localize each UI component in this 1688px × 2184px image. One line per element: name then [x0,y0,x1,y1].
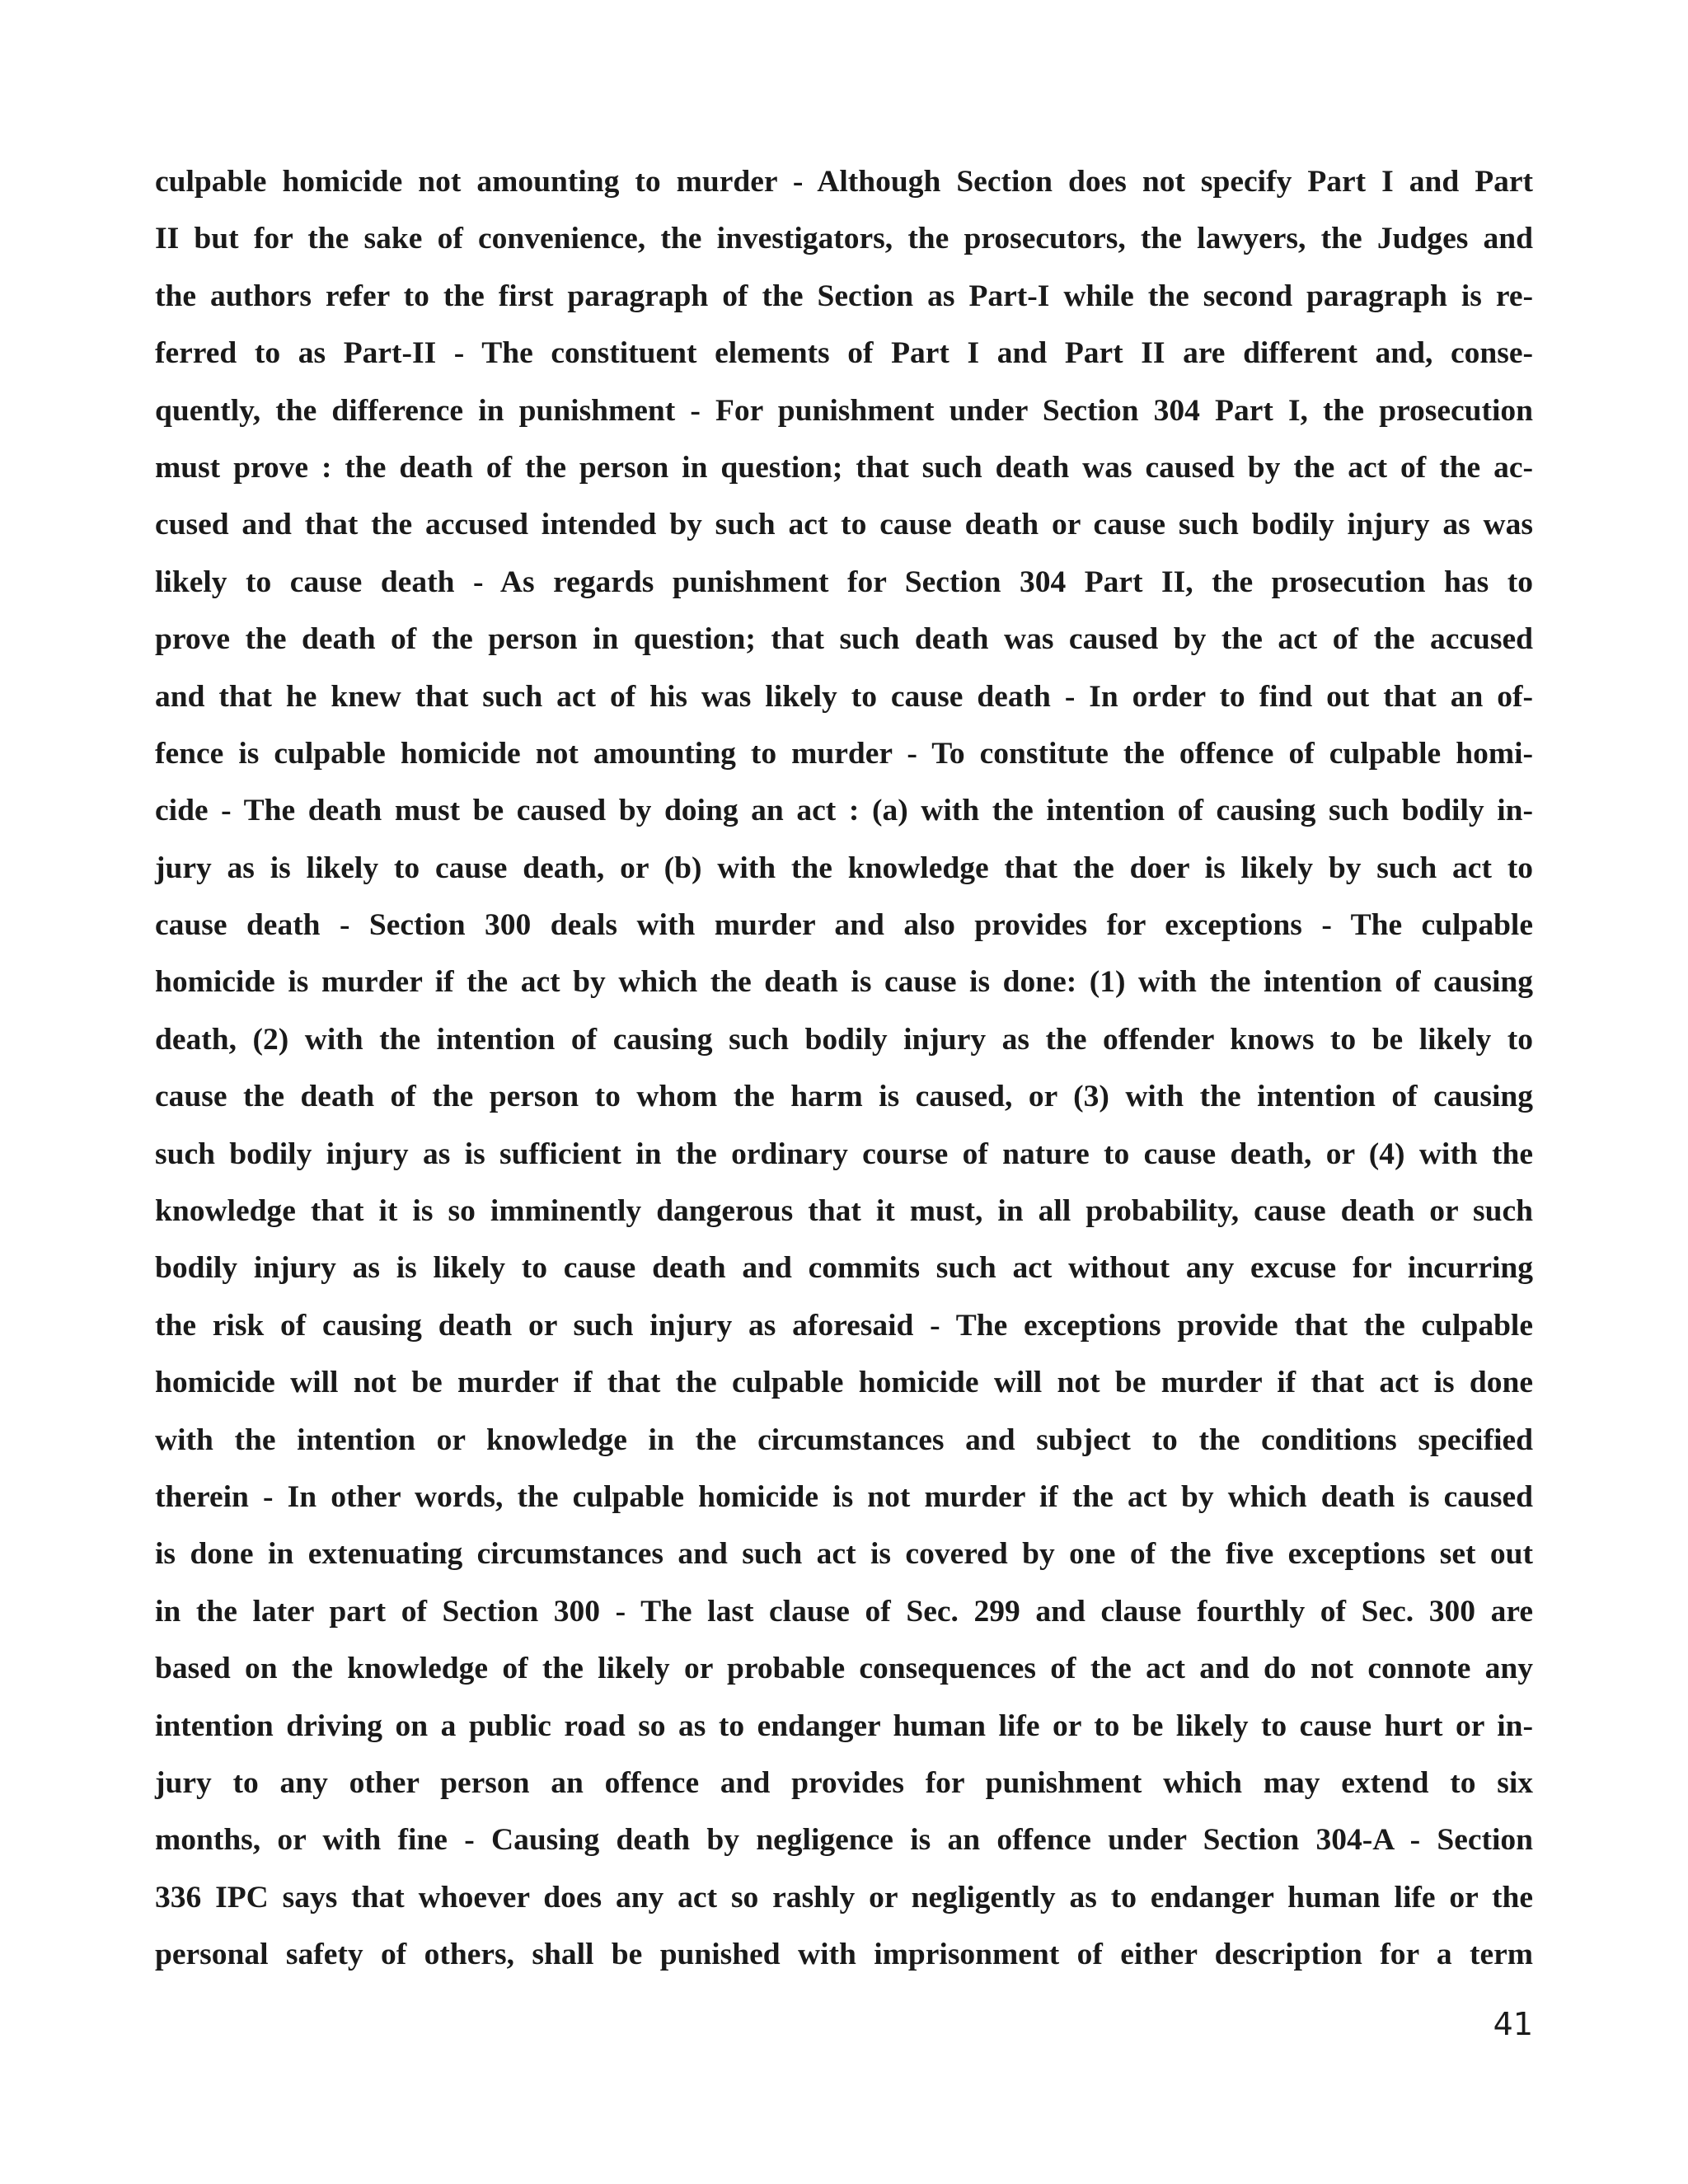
text-line: the authors refer to the first paragraph of the Section as Part-I while the second paragraph is re- [155,279,1533,313]
text-line: cause death - Section 300 deals with murder and also provides for exceptions - The culpable [155,908,1533,943]
text-line: personal safety of others, shall be punished with imprisonment of either description for a term [155,1938,1533,1972]
body-paragraph [155,153,1533,1984]
text-line: based on the knowledge of the likely or probable consequences of the act and do not connote any [155,1652,1533,1686]
text-line: jury as is likely to cause death, or (b) with the knowledge that the doer is likely by such act to [155,851,1533,885]
text-line: with the intention or knowledge in the circumstances and subject to the conditions specified [155,1422,1533,1457]
text-line: therein - In other words, the culpable homicide is not murder if the act by which death is caused [155,1479,1533,1514]
text-line: such bodily injury as is sufficient in the ordinary course of nature to cause death, or (4) with the [155,1137,1533,1171]
text-line: jury to any other person an offence and provides for punishment which may extend to six [155,1765,1533,1800]
text-line: cide - The death must be caused by doing an act : (a) with the intention of causing such bodily in- [155,794,1533,828]
text-line: homicide is murder if the act by which the death is cause is done: (1) with the intention of causing [155,965,1533,1000]
text-line: months, or with fine - Causing death by negligence is an offence under Section 304-A - Section [155,1823,1533,1858]
text-line: ferred to as Part-II - The constituent elements of Part I and Part II are different and, conse- [155,336,1533,371]
text-line: fence is culpable homicide not amounting to murder - To constitute the offence of culpable homi- [155,736,1533,771]
text-line: quently, the difference in punishment - For punishment under Section 304 Part I, the prosecution [155,393,1533,428]
text-line: death, (2) with the intention of causing such bodily injury as the offender knows to be likely to [155,1022,1533,1057]
text-line: in the later part of Section 300 - The last clause of Sec. 299 and clause fourthly of Sec. 300 are [155,1594,1533,1629]
text-line: II but for the sake of convenience, the investigators, the prosecutors, the lawyers, the Judges and [155,222,1533,256]
page-number: 41 [1493,2006,1533,2042]
text-line: bodily injury as is likely to cause death and commits such act without any excuse for incurring [155,1251,1533,1286]
text-line: homicide will not be murder if that the culpable homicide will not be murder if that act is done [155,1366,1533,1400]
text-line: the risk of causing death or such injury as aforesaid - The exceptions provide that the culpable [155,1308,1533,1343]
text-line: must prove : the death of the person in question; that such death was caused by the act of the ac- [155,450,1533,485]
text-line: cause the death of the person to whom the harm is caused, or (3) with the intention of causing [155,1080,1533,1114]
text-line: cused and that the accused intended by such act to cause death or cause such bodily injury as was [155,508,1533,542]
text-line: knowledge that it is so imminently dangerous that it must, in all probability, cause death or such [155,1194,1533,1229]
text-line: likely to cause death - As regards punishment for Section 304 Part II, the prosecution has to [155,565,1533,599]
text-line: culpable homicide not amounting to murder - Although Section does not specify Part I and Part [155,165,1533,199]
text-line: 336 IPC says that whoever does any act so rashly or negligently as to endanger human life or the [155,1880,1533,1915]
text-line: intention driving on a public road so as to endanger human life or to be likely to cause hurt or in- [155,1708,1533,1743]
text-line: is done in extenuating circumstances and such act is covered by one of the five exceptions set out [155,1537,1533,1572]
text-line: prove the death of the person in question; that such death was caused by the act of the accused [155,622,1533,657]
text-line: and that he knew that such act of his was likely to cause death - In order to find out that an of- [155,679,1533,714]
